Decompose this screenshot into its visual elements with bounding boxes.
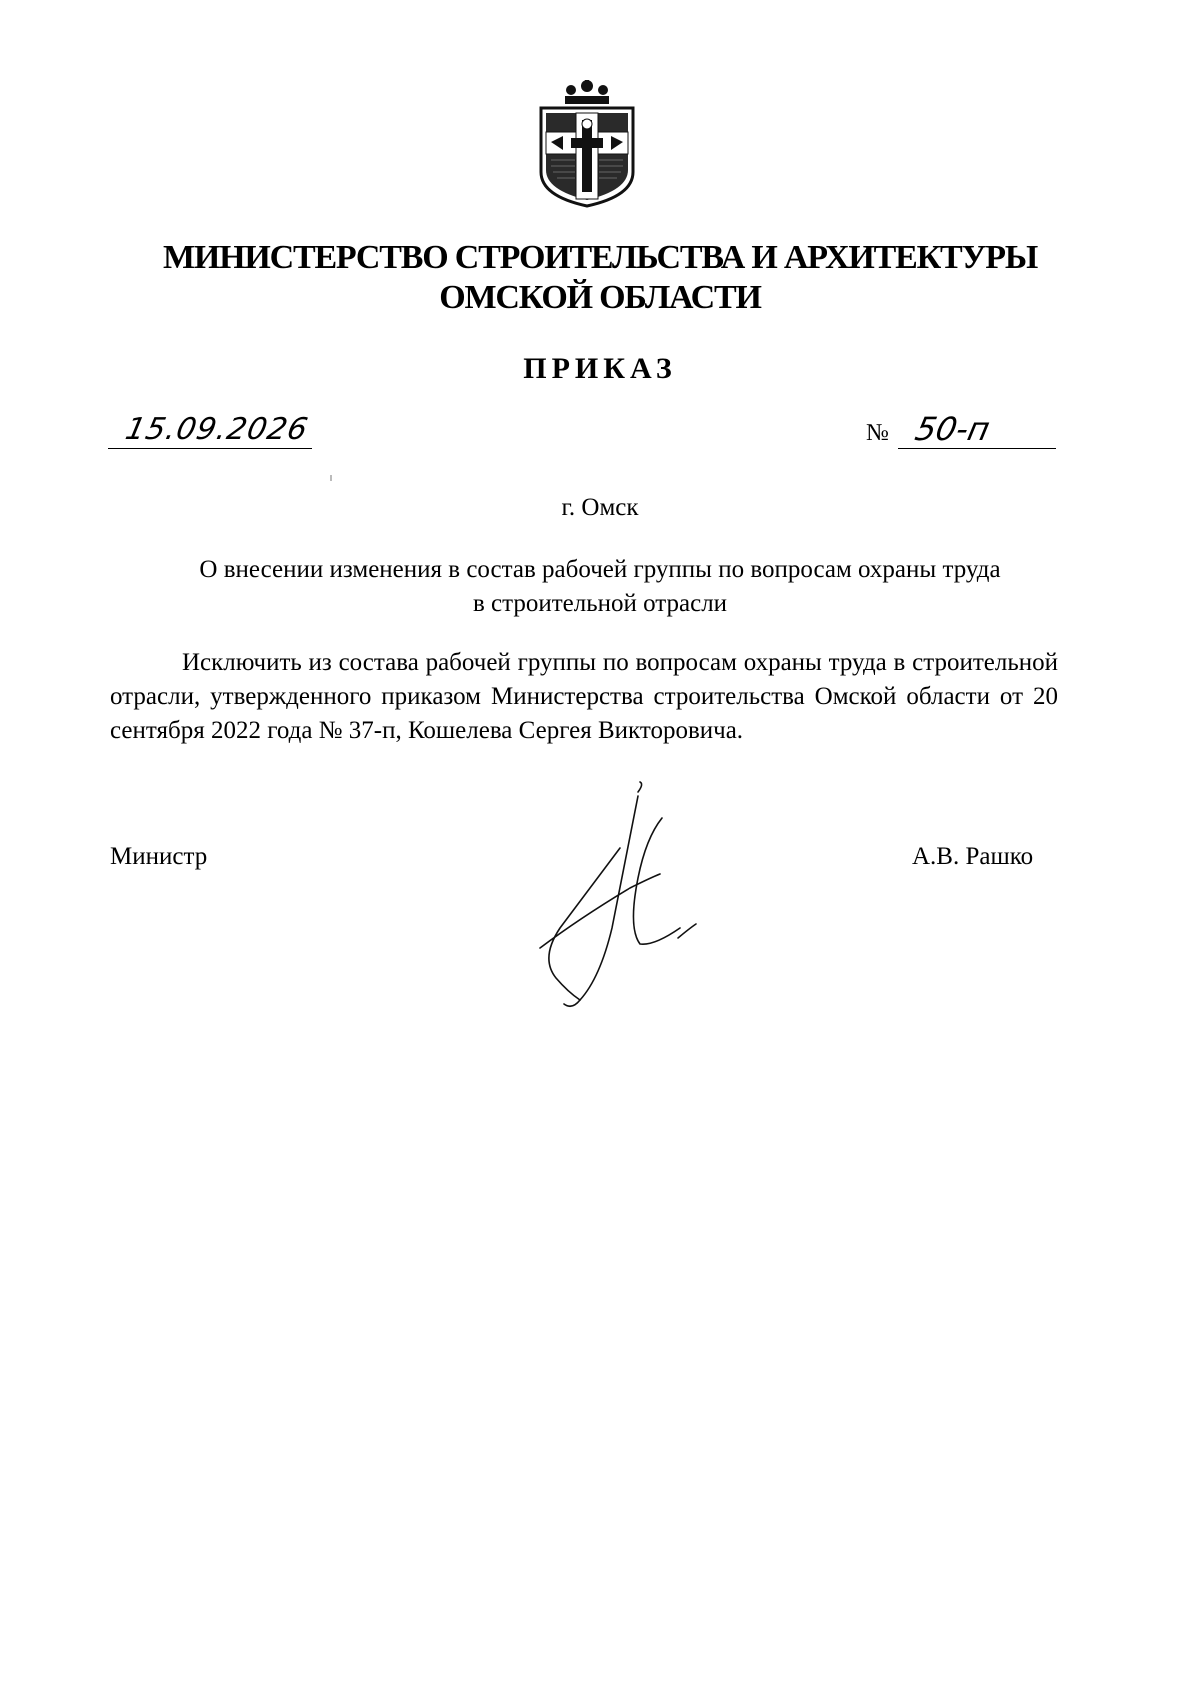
coat-of-arms-icon — [531, 80, 643, 208]
scan-speck — [330, 475, 332, 481]
signer-name: А.В. Рашко — [912, 843, 1034, 870]
document-subject — [0, 553, 1200, 621]
handwritten-signature-icon — [520, 778, 740, 1013]
document-type: ПРИКАЗ — [523, 352, 677, 385]
ministry-line-1: МИНИСТЕРСТВО СТРОИТЕЛЬСТВА И АРХИТЕКТУРЫ — [162, 239, 1038, 276]
document-number: 50-п — [911, 410, 994, 448]
number-sign: № — [866, 420, 889, 446]
ministry-line-2: ОМСКОЙ ОБЛАСТИ — [439, 279, 761, 316]
document-body — [110, 646, 1058, 748]
subject-line-2: в строительной отрасли — [472, 590, 728, 617]
city: г. Омск — [561, 494, 639, 521]
body-paragraph: Исключить из состава рабочей группы по вопросам охраны труда в строительной отрасли, утвержденного приказом Министерства строительства Омской области от 20 сентября 2022 года № 37-п, Кошелева Сергея Викторовича. — [110, 649, 1058, 744]
document-date: 15.09.2026 — [122, 412, 312, 447]
signer-role: Министр — [110, 843, 208, 870]
number-underline — [898, 448, 1056, 449]
subject-line-1: О внесении изменения в состав рабочей группы по вопросам охраны труда — [199, 556, 1001, 583]
ministry-heading — [0, 238, 1200, 318]
date-underline — [108, 448, 312, 449]
